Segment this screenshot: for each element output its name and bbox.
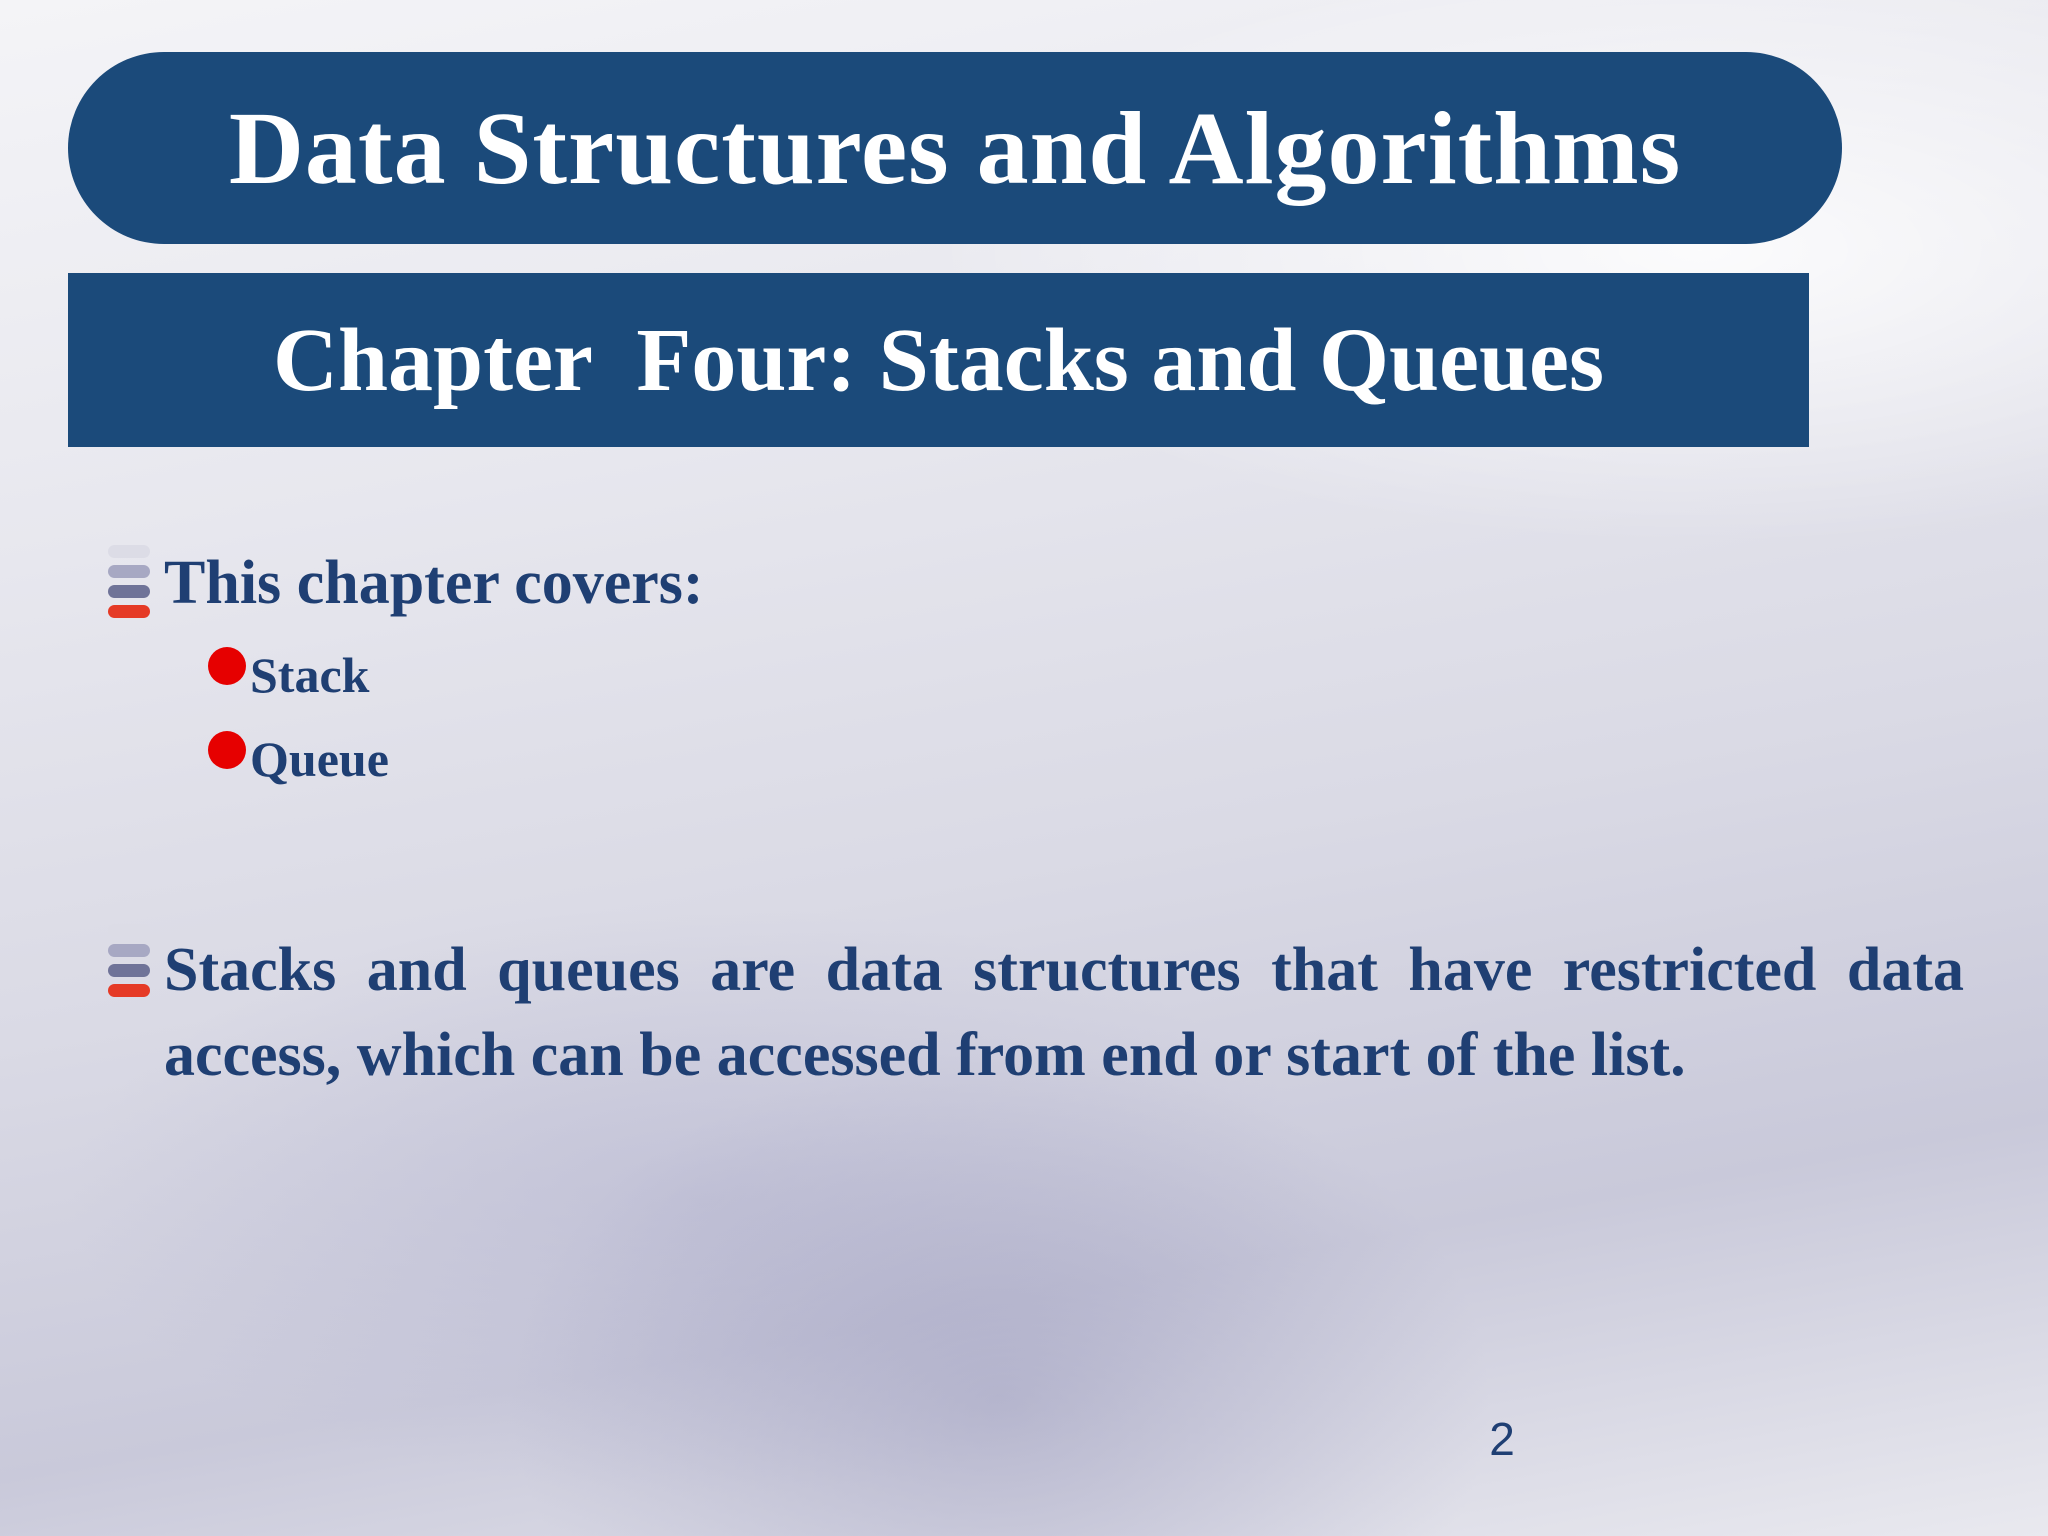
sub-bullet-label: Stack [250,647,370,703]
bullet-text: This chapter covers: [164,549,704,617]
page-number: 2 [1489,1413,1515,1465]
stack-bullet-icon [108,924,150,1000]
red-dot-bullet-icon [208,731,246,769]
bullet-paragraph: Stacks and queues are data structures that have restricted data access, which can be accessed from end or start of the list. [164,936,1964,1089]
slide-subtitle: Chapter Four: Stacks and Queues [273,310,1604,410]
slide-title: Data Structures and Algorithms [228,90,1682,206]
red-dot-bullet-icon [208,647,246,685]
subtitle-banner [68,273,1809,447]
title-banner [68,52,1842,244]
stack-bullet-icon [108,545,150,621]
sub-bullet-item [208,646,369,704]
sub-bullet-label: Queue [250,731,389,787]
sub-bullet-item [208,730,389,788]
